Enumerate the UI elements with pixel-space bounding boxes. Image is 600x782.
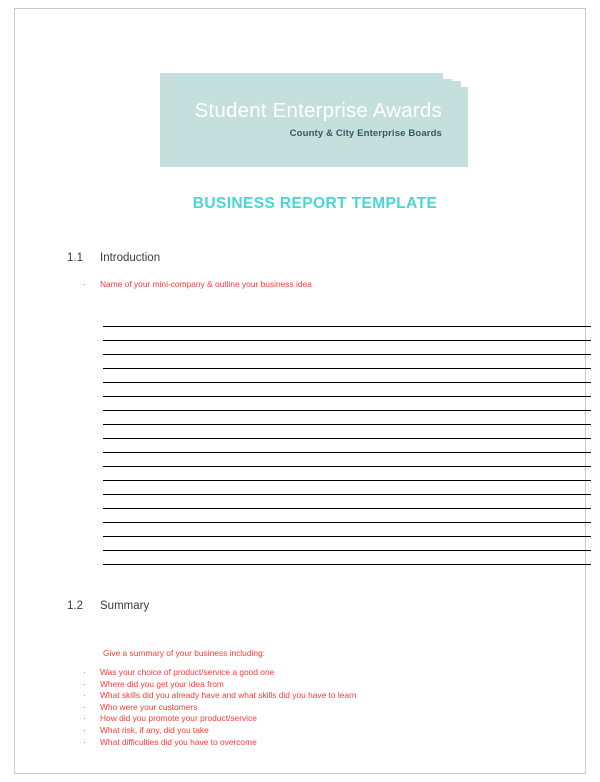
list-item-label: What skills did you already have and what skills did you have to learn xyxy=(100,690,357,701)
logo-notch-1 xyxy=(452,73,461,81)
section-number-1-2: 1.2 xyxy=(67,600,83,612)
bullet-icon: · xyxy=(83,724,86,735)
bullet-icon: · xyxy=(83,713,86,724)
organization-logo xyxy=(160,73,470,167)
rule-line xyxy=(103,433,591,447)
section-heading-summary xyxy=(67,600,149,612)
bullet-icon: · xyxy=(83,736,86,747)
logo-step-shape-1 xyxy=(452,81,461,167)
rule-line xyxy=(103,545,591,559)
rule-line xyxy=(103,461,591,475)
logo-title-text: Student Enterprise Awards xyxy=(194,99,442,122)
list-item-label: How did you promote your product/service xyxy=(100,713,257,724)
list-item-label: Who were your customers xyxy=(100,701,198,712)
bullet-icon: · xyxy=(83,678,86,689)
rule-line xyxy=(103,447,591,461)
rule-line xyxy=(103,559,591,573)
rule-line xyxy=(103,391,591,405)
rule-line xyxy=(103,335,591,349)
document-page xyxy=(14,8,586,774)
logo-subtitle-text: County & City Enterprise Boards xyxy=(289,128,442,139)
section-label-1-1: Introduction xyxy=(100,252,161,264)
section-label-1-2: Summary xyxy=(100,600,150,612)
summary-intro-text: Give a summary of your business including: xyxy=(103,648,265,658)
rule-line xyxy=(103,489,591,503)
page-title: BUSINESS REPORT TEMPLATE xyxy=(192,195,438,212)
bullet-icon: · xyxy=(83,701,86,712)
rule-line xyxy=(103,475,591,489)
rule-line xyxy=(103,377,591,391)
list-item-label: Was your choice of product/service a good one xyxy=(100,667,275,677)
writing-lines-area xyxy=(103,321,591,573)
bullet-icon: · xyxy=(83,667,86,677)
list-item-label: What difficulties did you have to overcome xyxy=(100,736,257,747)
rule-line xyxy=(103,363,591,377)
rule-line xyxy=(103,419,591,433)
section-number-1-1: 1.1 xyxy=(67,252,83,264)
bullet-icon: · xyxy=(83,279,86,289)
rule-line xyxy=(103,321,591,335)
list-item-label: Name of your mini-company & outline your business idea xyxy=(100,279,312,289)
section-heading-introduction xyxy=(67,252,160,264)
rule-line xyxy=(103,405,591,419)
logo-notch-3 xyxy=(461,73,468,87)
bullet-icon: · xyxy=(83,690,86,701)
rule-line xyxy=(103,517,591,531)
rule-line xyxy=(103,349,591,363)
rule-line xyxy=(103,531,591,545)
logo-notch-2 xyxy=(443,73,452,79)
logo-step-shape-2 xyxy=(461,87,468,167)
list-item-label: What risk, if any, did you take xyxy=(100,724,209,735)
rule-line xyxy=(103,503,591,517)
list-item-label: Where did you get your idea from xyxy=(100,678,224,689)
